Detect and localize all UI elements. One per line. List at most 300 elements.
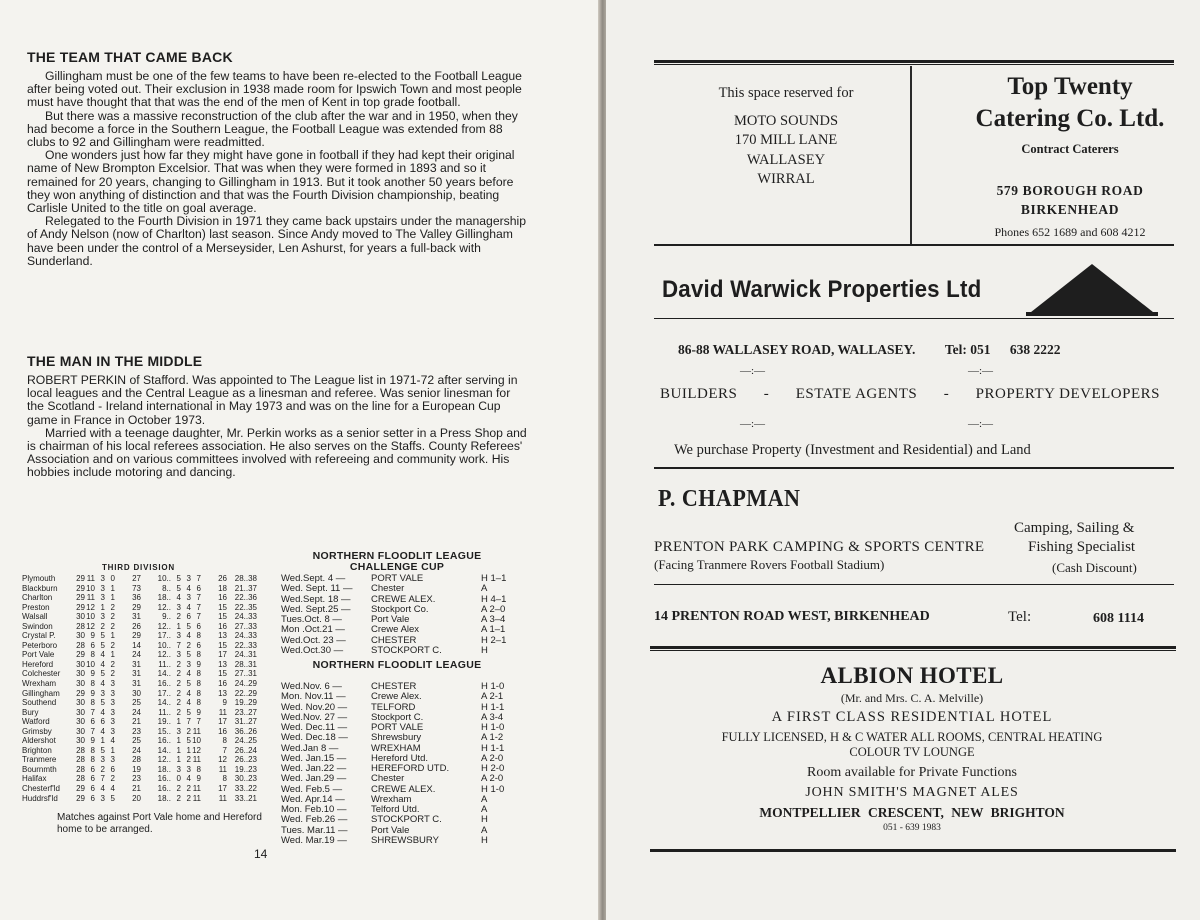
table-cell: 7 <box>186 717 191 727</box>
table-cell: 16 <box>218 726 227 736</box>
cup-title <box>281 550 513 573</box>
top-rule-thin <box>654 64 1174 65</box>
table-row <box>22 746 267 756</box>
table-cell: 7 <box>90 707 95 717</box>
cup-title-line1: NORTHERN FLOODLIT LEAGUE <box>312 550 482 562</box>
chapman-cash: (Cash Discount) <box>1052 560 1137 575</box>
table-cell: 10 <box>86 659 95 669</box>
team-name: Grimsby <box>22 726 52 736</box>
table-row <box>22 679 267 689</box>
referee-paragraph-1: ROBERT PERKIN of Stafford. Was appointed to The League list in 1971-72 after serving in local leagues and the Central League as a linesman and referee. Was senior linesman for the Scotland - Ireland international in May 1973 and was on the line for a European Cup game in France in October 1973. <box>27 373 518 427</box>
table-cell: 3 <box>186 593 191 603</box>
table-cell: 10.. <box>157 574 171 583</box>
table-cell: 7 <box>222 745 227 755</box>
table-cell: 11 <box>192 784 201 794</box>
table-cell: 3 <box>176 602 181 612</box>
team-paragraph-3: One wonders just how far they might have gone in football if they had kept their original name of New Brompton Excelsior. That was when they were formed in 1893 and so it remained for 20 years, changing to Gillingham in 1913. But it took another 50 years before they won anything of distinction and that was the Fourth Division championship, beating Carlisle United to the title on goal average. <box>27 148 515 216</box>
table-cell: 1 <box>110 583 115 593</box>
table-cell: 2 <box>110 669 115 679</box>
fixture-opponent: Telford Utd. <box>371 804 420 815</box>
table-cell: 3 <box>186 764 191 774</box>
table-row <box>22 765 267 775</box>
table-cell: 8 <box>90 650 95 660</box>
table-cell: 16.. <box>157 736 171 746</box>
table-cell: 6 <box>110 764 115 774</box>
table-row <box>22 584 267 594</box>
fixture-result: H 1-1 <box>481 701 505 713</box>
team-section-body <box>27 70 527 268</box>
table-cell: 26 <box>218 574 227 583</box>
referee-paragraph-2: Married with a teenage daughter, Mr. Perkin works as a senior setter in a Press Shop and is chairman of his local referees association. He also serves on the Staffs. County Referees' Association and on various committees involved with refereeing and community work. His hobbies include motoring and dancing. <box>27 425 527 480</box>
table-cell: 24..33 <box>234 631 257 641</box>
table-cell: 5 <box>186 707 191 717</box>
dw-dash-2: —:— <box>968 365 994 377</box>
table-cell: 4 <box>186 688 191 698</box>
table-cell: 14.. <box>157 745 171 755</box>
fixture-result: H 2-0 <box>481 763 505 774</box>
table-cell: 28 <box>76 640 85 650</box>
table-row <box>22 736 267 746</box>
table-cell: 6 <box>186 612 191 622</box>
team-name: Gillingham <box>22 688 60 698</box>
dw-address: 86-88 WALLASEY ROAD, WALLASEY. <box>678 342 916 357</box>
table-cell: 24..31 <box>234 650 257 660</box>
table-cell: 2 <box>110 659 115 669</box>
table-cell: 3 <box>110 707 115 717</box>
right-page <box>606 0 1200 920</box>
table-cell: 2 <box>100 764 105 774</box>
albion-top-rule <box>650 646 1176 649</box>
table-cell: 23 <box>132 726 141 736</box>
table-cell: 6 <box>90 717 95 727</box>
table-cell: 5 <box>176 583 181 593</box>
table-cell: 29 <box>76 688 85 698</box>
table-row <box>22 794 267 804</box>
table-cell: 27..31 <box>234 669 257 679</box>
table-cell: 29 <box>76 793 85 803</box>
table-cell: 26 <box>132 621 141 631</box>
dw-dash-3: —:— <box>740 418 766 430</box>
fixture-result: A 2-0 <box>481 752 504 764</box>
table-cell: 2 <box>186 726 191 736</box>
fixture-result: A 2-1 <box>481 691 504 703</box>
table-cell: 10 <box>86 583 95 593</box>
fixture-result: A 2-0 <box>481 773 504 785</box>
albion-hotel-ad <box>650 662 1174 834</box>
fixture-date: Tues. Mar.11 — <box>281 824 348 836</box>
table-cell: 3 <box>100 688 105 698</box>
fixture-date: Wed.Sept. 4 — <box>281 573 346 584</box>
table-cell: 31 <box>132 612 141 622</box>
table-cell: 5 <box>110 793 115 803</box>
dw-address-line <box>678 342 1060 358</box>
table-cell: 29 <box>76 602 85 612</box>
fixture-date: Mon .Oct.21 — <box>281 624 345 636</box>
fixture-result: A <box>481 804 488 815</box>
table-cell: 1 <box>176 736 181 746</box>
table-cell: 4 <box>186 602 191 612</box>
table-cell: 1 <box>110 745 115 755</box>
fixture-date: Mon. Nov.11 — <box>281 691 346 703</box>
team-name: Wrexham <box>22 679 57 689</box>
table-cell: 22..33 <box>234 640 257 650</box>
table-cell: 28 <box>76 745 85 755</box>
table-cell: 9.. <box>162 612 171 622</box>
league-table-title: THIRD DIVISION <box>102 563 175 572</box>
table-row <box>22 774 267 784</box>
chapman-centre: PRENTON PARK CAMPING & SPORTS CENTRE <box>654 539 985 555</box>
table-cell: 19 <box>132 764 141 774</box>
team-name: Huddrsf'ld <box>22 793 58 803</box>
table-cell: 2 <box>110 774 115 784</box>
table-cell: 28 <box>76 621 85 631</box>
table-cell: 18.. <box>157 764 171 774</box>
table-cell: 5 <box>100 669 105 679</box>
table-cell: 5 <box>100 631 105 641</box>
fixture-opponent: Crewe Alex <box>371 624 420 636</box>
table-cell: 2 <box>176 612 181 622</box>
albion-rooms: Room available for Private Functions <box>807 765 1017 780</box>
table-cell: 14.. <box>157 669 171 679</box>
dw-underline <box>654 318 1174 319</box>
table-cell: 16 <box>218 621 227 631</box>
table-cell: 24..33 <box>234 612 257 622</box>
table-cell: 1 <box>186 745 191 755</box>
table-cell: 26..24 <box>234 745 257 755</box>
table-cell: 23 <box>132 774 141 784</box>
table-cell: 73 <box>132 583 141 593</box>
table-cell: 1 <box>176 621 181 631</box>
chapman-camping: Camping, Sailing & <box>1014 520 1135 536</box>
dw-service-builders: BUILDERS <box>660 386 738 402</box>
fixture-date: Wed. Feb.26 — <box>281 814 348 826</box>
albion-phone: 051 - 639 1983 <box>883 823 941 833</box>
chapman-title: P. CHAPMAN <box>658 486 801 512</box>
table-cell: 2 <box>186 793 191 803</box>
table-cell: 8 <box>222 736 227 746</box>
fixture-result: A 3–4 <box>481 614 506 625</box>
table-cell: 30 <box>76 698 85 708</box>
table-cell: 13 <box>218 631 227 641</box>
fixture-opponent: PORT VALE <box>371 722 424 733</box>
page-number: 14 <box>254 847 268 861</box>
table-cell: 6 <box>196 583 201 593</box>
table-cell: 0 <box>176 774 181 784</box>
team-paragraph-1: Gillingham must be one of the few teams to have been re-elected to the Football League after being voted out. Their exclusion in 1938 made room for Ipswich Town and most people must have thought that that was the end of the men of Kent in top grade football. <box>27 69 522 110</box>
table-cell: 7 <box>90 726 95 736</box>
table-cell: 31 <box>132 679 141 689</box>
dw-service-estate: ESTATE AGENTS <box>795 386 918 402</box>
top-twenty-phones: Phones 652 1689 and 608 4212 <box>994 225 1146 239</box>
table-cell: 8 <box>196 669 201 679</box>
referee-section-title: THE MAN IN THE MIDDLE <box>27 353 203 369</box>
table-cell: 22..35 <box>234 602 257 612</box>
table-cell: 16.. <box>157 784 171 794</box>
table-cell: 8 <box>196 698 201 708</box>
fixture-result: H <box>481 834 488 846</box>
team-name: Tranmere <box>22 755 57 765</box>
table-cell: 5 <box>186 736 191 746</box>
fixture-date: Wed. Jan.22 — <box>281 763 347 774</box>
table-cell: 18.. <box>157 593 171 603</box>
table-cell: 4 <box>186 774 191 784</box>
table-cell: 2 <box>110 602 115 612</box>
table-cell: 11 <box>218 793 227 803</box>
table-cell: 12 <box>218 755 227 765</box>
table-cell: 19..29 <box>234 698 257 708</box>
table-cell: 8 <box>196 679 201 689</box>
table-cell: 2 <box>110 612 115 622</box>
table-cell: 3 <box>110 688 115 698</box>
table-cell: 7 <box>196 717 201 727</box>
fixture-row <box>281 733 513 743</box>
table-cell: 4 <box>186 669 191 679</box>
table-cell: 22..36 <box>234 593 257 603</box>
table-cell: 2 <box>186 755 191 765</box>
table-row <box>22 689 267 699</box>
table-cell: 3 <box>100 574 105 583</box>
fixture-date: Wed. Sept. 11 — <box>281 583 353 595</box>
fixture-result: A <box>481 793 488 805</box>
fixture-result: A <box>481 583 488 595</box>
team-name: Preston <box>22 602 50 612</box>
dw-dash-4: —:— <box>968 418 994 430</box>
table-row <box>22 603 267 613</box>
table-cell: 8.. <box>162 583 171 593</box>
table-cell: 14 <box>132 640 141 650</box>
table-cell: 1 <box>100 602 105 612</box>
fixture-opponent: Stockport Co. <box>371 603 429 615</box>
team-name: Chesterf'ld <box>22 784 60 794</box>
table-cell: 1 <box>176 717 181 727</box>
table-cell: 15 <box>218 612 227 622</box>
top-twenty-tagline: Contract Caterers <box>1021 142 1119 156</box>
table-row <box>22 717 267 727</box>
table-cell: 8 <box>90 745 95 755</box>
table-cell: 25 <box>132 736 141 746</box>
table-cell: 4 <box>186 698 191 708</box>
table-cell: 10 <box>192 736 201 746</box>
table-cell: 12.. <box>157 602 171 612</box>
league-fixtures <box>281 682 513 846</box>
table-cell: 6 <box>100 717 105 727</box>
fixture-result: A 1-2 <box>481 732 504 744</box>
fixture-date: Wed.Oct.30 — <box>281 644 344 656</box>
table-cell: 6 <box>90 764 95 774</box>
table-cell: 6 <box>90 774 95 784</box>
fixture-opponent: Chester <box>371 773 405 785</box>
table-cell: 4 <box>186 631 191 641</box>
table-cell: 8 <box>196 650 201 660</box>
fixture-date: Wed.Nov. 6 — <box>281 681 342 692</box>
albion-address: MONTPELLIER CRESCENT, NEW BRIGHTON <box>759 805 1065 820</box>
fixture-opponent: PORT VALE <box>371 573 424 584</box>
table-cell: 23..27 <box>234 707 257 717</box>
table-cell: 17.. <box>157 688 171 698</box>
fixture-date: Wed.Sept. 18 — <box>281 593 351 605</box>
team-name: Blackburn <box>22 583 58 593</box>
table-cell: 36 <box>132 593 141 603</box>
table-cell: 3 <box>186 659 191 669</box>
table-cell: 17 <box>218 784 227 794</box>
table-cell: 30 <box>76 717 85 727</box>
table-cell: 24 <box>132 745 141 755</box>
table-cell: 27 <box>132 574 141 583</box>
fixture-row <box>281 584 513 594</box>
fixture-result: H 1-0 <box>481 681 505 692</box>
team-name: Hereford <box>22 659 54 669</box>
fixture-date: Tues.Oct. 8 — <box>281 614 342 625</box>
team-name: Crystal P. <box>22 631 56 641</box>
fixture-row <box>281 692 513 702</box>
table-cell: 7 <box>176 640 181 650</box>
table-cell: 30 <box>76 659 85 669</box>
fixture-result: H 2–1 <box>481 634 507 646</box>
team-name: Port Vale <box>22 650 55 660</box>
dw-sep-2: - <box>943 386 950 402</box>
ad-rule-2 <box>654 467 1174 469</box>
table-cell: 17 <box>218 717 227 727</box>
table-row <box>22 593 267 603</box>
table-cell: 18 <box>218 583 227 593</box>
table-cell: 16 <box>218 593 227 603</box>
table-cell: 4 <box>186 583 191 593</box>
chapman-facing: (Facing Tranmere Rovers Football Stadium) <box>654 557 885 572</box>
table-cell: 15 <box>218 640 227 650</box>
david-warwick-title: David Warwick Properties Ltd <box>662 276 982 303</box>
fixture-result: H <box>481 644 488 656</box>
table-cell: 8 <box>196 688 201 698</box>
table-cell: 30..23 <box>234 774 257 784</box>
table-cell: 8 <box>196 631 201 641</box>
table-cell: 11 <box>218 707 227 717</box>
fixture-row <box>281 646 513 656</box>
table-cell: 31 <box>132 669 141 679</box>
table-cell: 3 <box>100 583 105 593</box>
table-cell: 19.. <box>157 717 171 727</box>
table-cell: 30 <box>76 669 85 679</box>
table-cell: 2 <box>110 621 115 631</box>
table-cell: 2 <box>100 621 105 631</box>
team-name: Plymouth <box>22 574 56 583</box>
table-cell: 12 <box>86 621 95 631</box>
table-cell: 30 <box>76 679 85 689</box>
table-cell: 9 <box>90 736 95 746</box>
table-cell: 28 <box>76 764 85 774</box>
table-cell: 2 <box>186 640 191 650</box>
table-cell: 2 <box>176 669 181 679</box>
fixture-result: H 4–1 <box>481 593 507 605</box>
table-cell: 12 <box>192 745 201 755</box>
table-cell: 8 <box>196 764 201 774</box>
table-cell: 4 <box>100 659 105 669</box>
table-cell: 30 <box>76 612 85 622</box>
table-cell: 9 <box>196 707 201 717</box>
table-cell: 1 <box>176 745 181 755</box>
table-cell: 29 <box>76 574 85 583</box>
table-cell: 5 <box>176 574 181 583</box>
table-cell: 15 <box>218 669 227 679</box>
table-cell: 29 <box>76 593 85 603</box>
table-cell: 24..25 <box>234 736 257 746</box>
table-cell: 3 <box>110 717 115 727</box>
table-cell: 1 <box>110 631 115 641</box>
table-cell: 22..29 <box>234 688 257 698</box>
team-paragraph-4: Relegated to the Fourth Division in 1971 they came back upstairs under the managership of Andy Nelson (now of Charlton) last season. Since Andy moved to The Valley Gillingham have been under the control of a Merseysider, Len Ashurst, for years a full-back with Sunderland. <box>27 214 527 268</box>
table-cell: 1 <box>110 593 115 603</box>
table-cell: 18.. <box>157 793 171 803</box>
fixture-date: Wed.Nov. 27 — <box>281 711 348 723</box>
fixture-date: Wed.Oct. 23 — <box>281 634 346 646</box>
table-cell: 28 <box>76 774 85 784</box>
table-cell: 3 <box>110 726 115 736</box>
team-name: Watford <box>22 717 50 727</box>
team-name: Swindon <box>22 621 53 631</box>
league-table <box>22 574 267 803</box>
dw-tel-number: 638 2222 <box>1009 342 1061 357</box>
fixture-date: Wed. Dec.11 — <box>281 722 348 733</box>
table-cell: 28..38 <box>234 574 257 583</box>
table-cell: 11 <box>218 764 227 774</box>
table-cell: 24..29 <box>234 679 257 689</box>
table-cell: 7 <box>100 774 105 784</box>
table-cell: 1 <box>100 736 105 746</box>
team-section-title: THE TEAM THAT CAME BACK <box>27 49 233 65</box>
fixture-opponent: STOCKPORT C. <box>371 814 442 826</box>
fixture-date: Wed. Sept.25 — <box>281 603 351 615</box>
table-cell: 9 <box>196 774 201 784</box>
fixture-result: A 2–0 <box>481 603 506 615</box>
fixture-date: Wed. Jan.15 — <box>281 752 347 764</box>
table-cell: 2 <box>110 640 115 650</box>
table-cell: 16 <box>218 679 227 689</box>
fixture-row <box>281 625 513 635</box>
table-cell: 3 <box>110 698 115 708</box>
fixture-row <box>281 815 513 825</box>
table-cell: 9 <box>90 688 95 698</box>
team-name: Peterboro <box>22 640 58 650</box>
moto-sounds-ad <box>686 84 886 190</box>
table-cell: 15 <box>218 602 227 612</box>
table-cell: 20 <box>132 793 141 803</box>
table-cell: 16.. <box>157 679 171 689</box>
table-row <box>22 669 267 679</box>
table-cell: 2 <box>176 698 181 708</box>
table-cell: 9 <box>222 698 227 708</box>
table-cell: 33..22 <box>234 784 257 794</box>
fixture-result: H <box>481 814 488 826</box>
table-cell: 21..37 <box>234 583 257 593</box>
table-cell: 29 <box>132 631 141 641</box>
table-cell: 12 <box>86 602 95 612</box>
cup-fixtures <box>281 574 513 656</box>
table-cell: 28..31 <box>234 659 257 669</box>
fixture-opponent: CREWE ALEX. <box>371 783 436 795</box>
table-row <box>22 708 267 718</box>
table-cell: 36..26 <box>234 726 257 736</box>
fixture-result: H 1–1 <box>481 573 507 584</box>
table-cell: 29 <box>76 583 85 593</box>
albion-licence: FULLY LICENSED, H & C WATER ALL ROOMS, CENTRAL HEATING <box>721 730 1103 744</box>
table-row <box>22 641 267 651</box>
table-row <box>22 727 267 737</box>
top-twenty-ad <box>966 72 1174 240</box>
table-cell: 3 <box>100 793 105 803</box>
table-cell: 6 <box>90 784 95 794</box>
league-fixtures-title: NORTHERN FLOODLIT LEAGUE <box>312 659 482 671</box>
fixture-result: A <box>481 824 488 836</box>
table-cell: 11 <box>192 793 201 803</box>
